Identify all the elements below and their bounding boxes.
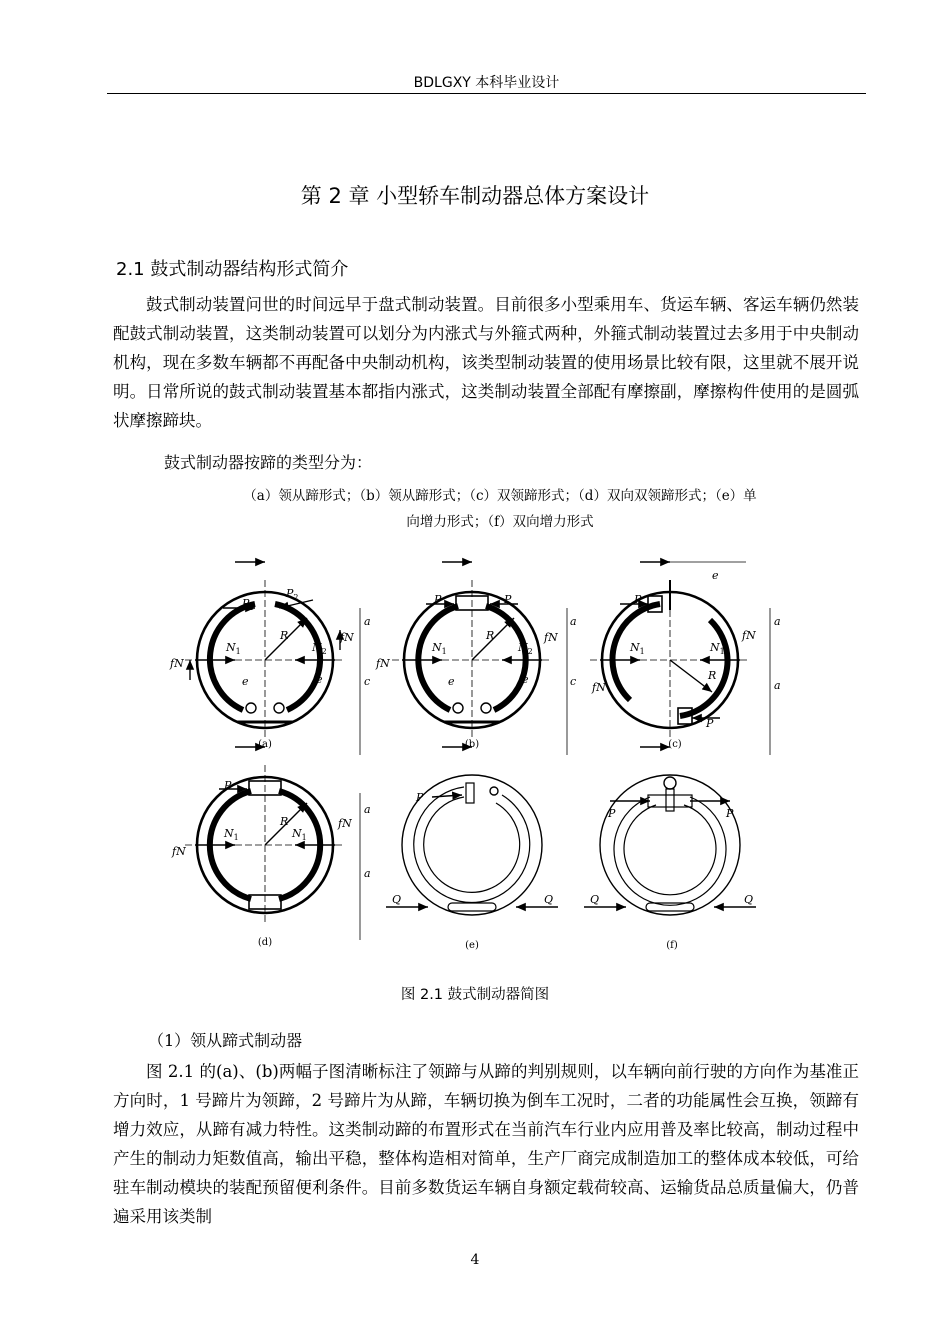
paragraph-leading-trailing: 图 2.1 的(a)、(b)两幅子图清晰标注了领蹄与从蹄的判别规则，以车辆向前行驶的方向作为基准正方向时，1 号蹄片为领蹄，2 号蹄片为从蹄，车辆切换为倒车工况时，二者的功能属性会互换，领蹄有增力效应，从蹄有减力特性。这类制动蹄的布置形式在当前汽车行业内应用普及率比较高，制动过程中产生的制动力矩数值高，输出平稳，整体构造相对简单，生产厂商完成制造加工的整体成本较低，可给驻车制动模块的装配预留便利条件。目前多数货运车辆自身额定载荷较高、运输货品总质量偏大，仍普遍采用该类制 — [113, 1062, 859, 1226]
chapter-title: 第 2 章 小型轿车制动器总体方案设计 — [300, 184, 650, 208]
label-a-b: a — [570, 615, 577, 628]
label-e2-b: e — [522, 673, 529, 686]
label-fn1-b: fN — [376, 657, 390, 670]
label-c-b: c — [570, 675, 577, 688]
label-a-d-top: a — [364, 803, 371, 816]
label-q-e-left: Q — [392, 893, 402, 906]
header-rule — [107, 93, 866, 94]
types-line-1: （a）领从蹄形式；（b）领从蹄形式；（c）双领蹄形式；（d）双向双领蹄形式；（e）单 — [243, 488, 757, 504]
label-r-c: R — [708, 669, 717, 682]
subfigure-label-c: (c) — [668, 739, 682, 750]
section-heading: 2.1 鼓式制动器结构形式简介 — [116, 259, 349, 280]
label-p-e: P — [416, 791, 424, 804]
subfigure-f — [584, 747, 756, 915]
label-p1-a: $P_1$ — [242, 597, 255, 612]
page-number: 4 — [470, 1252, 480, 1268]
label-a-c-top: a — [774, 615, 781, 628]
label-p-f-left: P — [608, 807, 616, 820]
subsection-heading: （1）领从蹄式制动器 — [148, 1031, 303, 1050]
subfigure-a — [185, 562, 360, 755]
subfigure-label-a: (a) — [258, 739, 272, 750]
label-a-c-bottom: a — [774, 679, 781, 692]
types-line-2: 向增力形式；（f）双向增力形式 — [406, 514, 594, 530]
label-a-a: a — [364, 615, 371, 628]
label-fn-c-right: fN — [742, 629, 756, 642]
label-c-a: c — [364, 675, 371, 688]
subfigure-label-d: (d) — [257, 937, 273, 948]
label-q-e-right: Q — [544, 893, 554, 906]
label-e1-a: e — [242, 675, 249, 688]
subfigure-label-b: (b) — [464, 739, 480, 750]
label-p-f-right: P — [726, 807, 734, 820]
label-n1-b: $N_1$ — [432, 641, 447, 656]
label-p-c-bottom: P — [706, 717, 714, 730]
label-fn2-a: fN — [340, 631, 354, 644]
label-a-d-bottom: a — [364, 867, 371, 880]
label-fn-d-right: fN — [338, 817, 352, 830]
label-n1-d-left: $N_1$ — [224, 827, 239, 842]
drum-brake-figure — [160, 555, 800, 965]
label-q-f-left: Q — [590, 893, 600, 906]
label-fn2-b: fN — [544, 631, 558, 644]
label-p-d: P — [224, 779, 232, 792]
label-n1-c-right: $N_1$ — [710, 641, 725, 656]
label-p2-a: $P_2$ — [286, 587, 299, 602]
types-intro: 鼓式制动器按蹄的类型分为： — [164, 453, 373, 472]
subfigure-label-e: (e) — [465, 940, 479, 951]
subfigure-d — [185, 747, 360, 940]
label-p-b-right: P — [504, 593, 512, 606]
label-fn-d-left: fN — [172, 845, 186, 858]
brake-types-list — [150, 483, 850, 535]
label-e2-a: e — [316, 673, 323, 686]
subfigure-b — [392, 562, 567, 755]
label-e-d: e — [310, 865, 317, 878]
label-r-d: R — [280, 815, 289, 828]
figure-caption: 图 2.1 鼓式制动器简图 — [400, 987, 550, 1003]
label-q-f-right: Q — [744, 893, 754, 906]
label-n1-a: $N_1$ — [226, 641, 241, 656]
label-r-a: R — [280, 629, 289, 642]
subfigure-c — [590, 562, 770, 755]
label-e-c: e — [712, 569, 719, 582]
subfigure-label-f: (f) — [666, 940, 678, 951]
label-p-c-top: P — [634, 593, 642, 606]
label-fn-c-left: fN — [592, 681, 606, 694]
label-p-b-left: P — [434, 593, 442, 606]
label-r-b: R — [486, 629, 495, 642]
label-fn1-a: fN — [170, 657, 184, 670]
label-e1-b: e — [448, 675, 455, 688]
label-n1-c-left: $N_1$ — [630, 641, 645, 656]
running-header: BDLGXY 本科毕业设计 — [413, 75, 560, 91]
subfigure-e — [386, 747, 558, 915]
paragraph-intro: 鼓式制动装置问世的时间远早于盘式制动装置。目前很多小型乘用车、货运车辆、客运车辆仍然装配鼓式制动装置，这类制动装置可以划分为内涨式与外箍式两种，外箍式制动装置过去多用于中央制动机构，现在多数车辆都不再配备中央制动机构，该类型制动装置的使用场景比较有限，这里就不展开说明。日常所说的鼓式制动装置基本都指内涨式，这类制动装置全部配有摩擦副，摩擦构件使用的是圆弧状摩擦蹄块。 — [113, 295, 859, 430]
label-n2-b: $N_2$ — [518, 641, 533, 656]
label-n1-d-right: $N_1$ — [292, 827, 307, 842]
label-n2-a: $N_2$ — [312, 641, 327, 656]
